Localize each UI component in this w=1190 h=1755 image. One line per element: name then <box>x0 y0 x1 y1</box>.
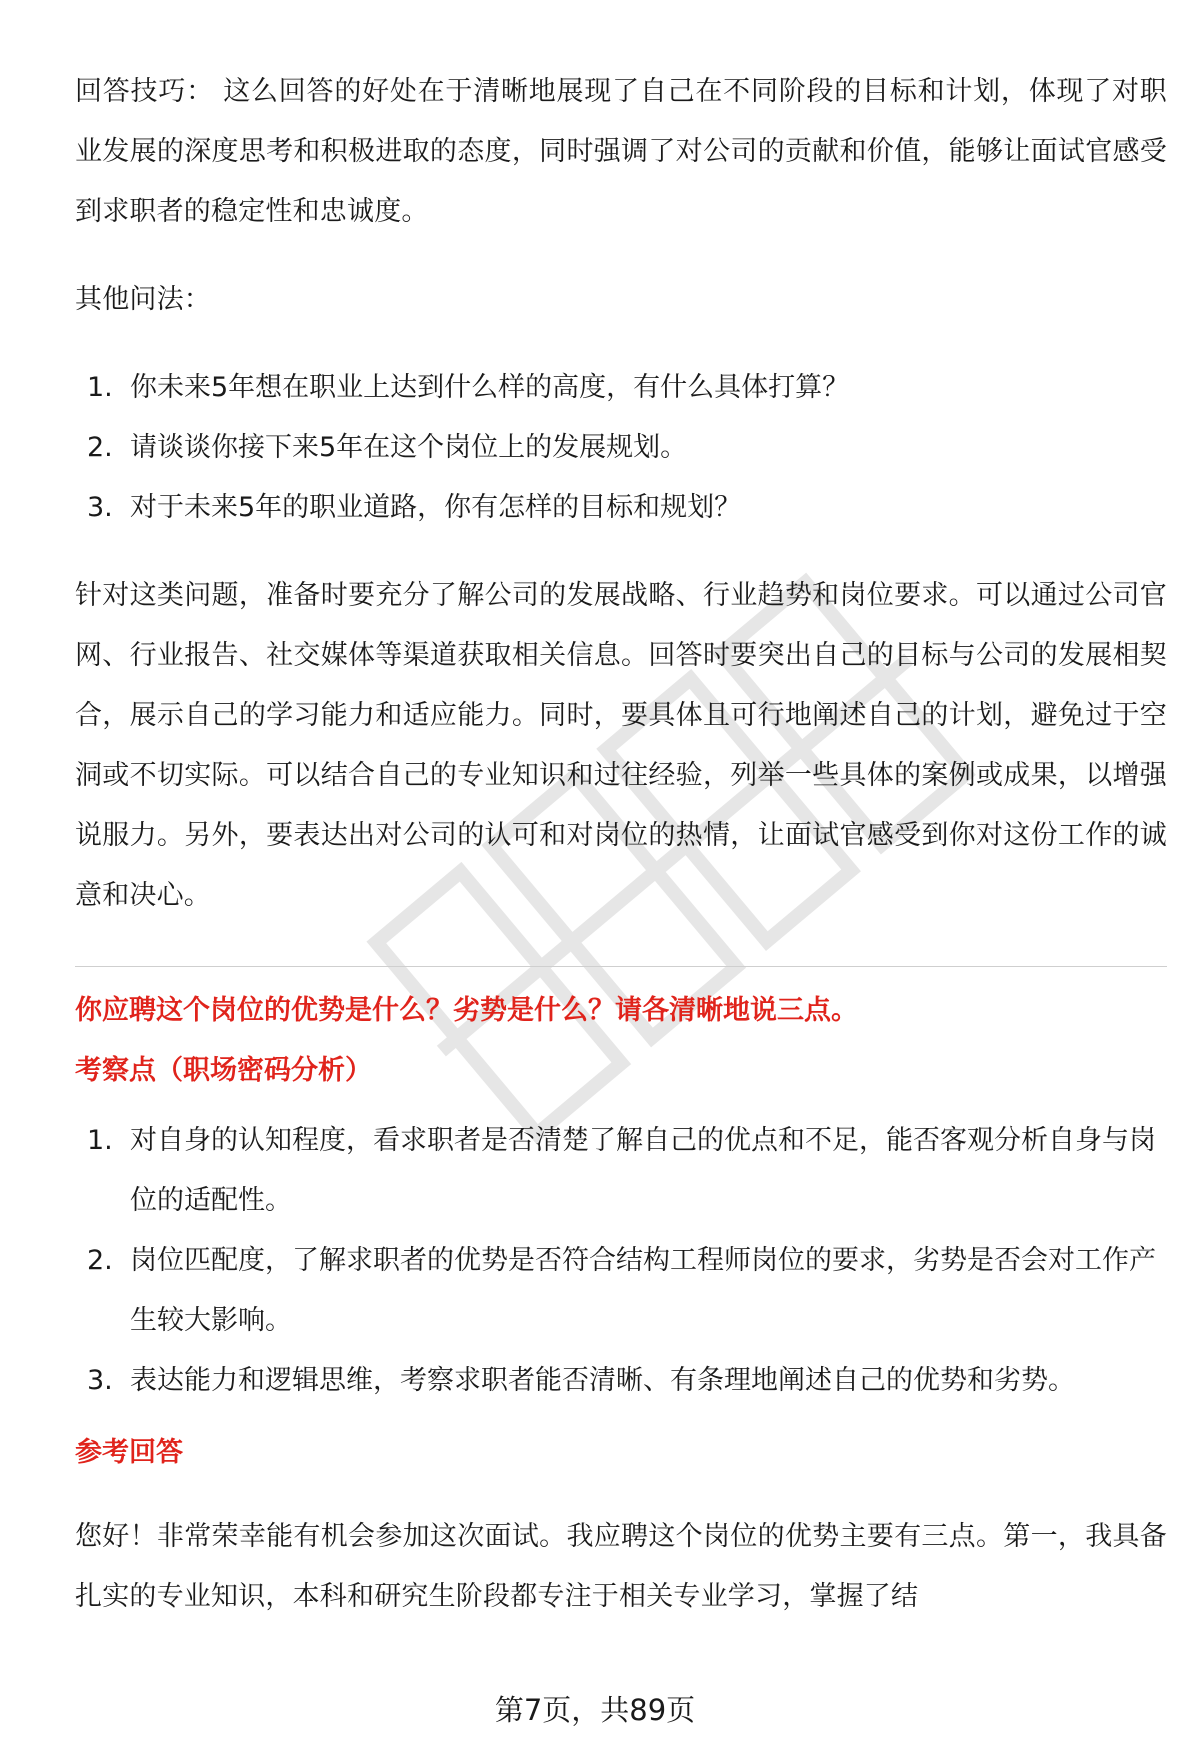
list-item <box>75 478 1167 538</box>
reference-answer-heading: 参考回答 <box>75 1437 183 1468</box>
interview-question-heading: 你应聘这个岗位的优势是什么？劣势是什么？请各清晰地说三点。 <box>75 995 858 1026</box>
list-item-text: 对于未来5年的职业道路，你有怎样的目标和规划？ <box>130 492 742 523</box>
list-item-number: 3. <box>87 1365 113 1396</box>
list-item-number: 1. <box>87 1125 113 1156</box>
other-questions-list <box>75 358 1167 538</box>
reference-answer-paragraph: 您好！非常荣幸能有机会参加这次面试。我应聘这个岗位的优势主要有三点。第一，我具备扎实的专业知识，本科和研究生阶段都专注于相关专业学习，掌握了结 <box>75 1521 1167 1612</box>
list-item-number: 2. <box>87 432 113 463</box>
list-item-number: 2. <box>87 1245 113 1276</box>
assessment-points-list <box>75 1111 1167 1411</box>
list-item <box>75 1351 1167 1411</box>
list-item-number: 1. <box>87 372 113 403</box>
section-divider <box>75 966 1167 967</box>
list-item-text: 请谈谈你接下来5年在这个岗位上的发展规划。 <box>130 432 688 463</box>
list-item <box>75 418 1167 478</box>
list-item <box>75 358 1167 418</box>
page-number-footer: 第7页，共89页 <box>494 1693 696 1727</box>
assessment-points-heading: 考察点（职场密码分析） <box>75 1055 372 1086</box>
list-item-text: 你未来5年想在职业上达到什么样的高度，有什么具体打算？ <box>130 372 850 403</box>
list-item-number: 3. <box>87 492 113 523</box>
list-item-text: 对自身的认知程度，看求职者是否清楚了解自己的优点和不足，能否客观分析自身与岗位的适配性。 <box>130 1125 1156 1216</box>
list-item <box>75 1231 1167 1351</box>
answer-tip-paragraph: 回答技巧： 这么回答的好处在于清晰地展现了自己在不同阶段的目标和计划，体现了对职业发展的深度思考和积极进取的态度，同时强调了对公司的贡献和价值，能够让面试官感受到求职者的稳定性和忠诚度。 <box>75 76 1167 227</box>
preparation-advice-paragraph: 针对这类问题，准备时要充分了解公司的发展战略、行业趋势和岗位要求。可以通过公司官网、行业报告、社交媒体等渠道获取相关信息。回答时要突出自己的目标与公司的发展相契合，展示自己的学习能力和适应能力。同时，要具体且可行地阐述自己的计划，避免过于空洞或不切实际。可以结合自己的专业知识和过往经验，列举一些具体的案例或成果，以增强说服力。另外，要表达出对公司的认可和对岗位的热情，让面试官感受到你对这份工作的诚意和决心。 <box>75 580 1167 911</box>
document-page <box>75 62 1167 1627</box>
list-item-text: 岗位匹配度，了解求职者的优势是否符合结构工程师岗位的要求，劣势是否会对工作产生较大影响。 <box>130 1245 1156 1336</box>
other-questions-label: 其他问法： <box>75 284 211 315</box>
list-item-text: 表达能力和逻辑思维，考察求职者能否清晰、有条理地阐述自己的优势和劣势。 <box>130 1365 1075 1396</box>
list-item <box>75 1111 1167 1231</box>
